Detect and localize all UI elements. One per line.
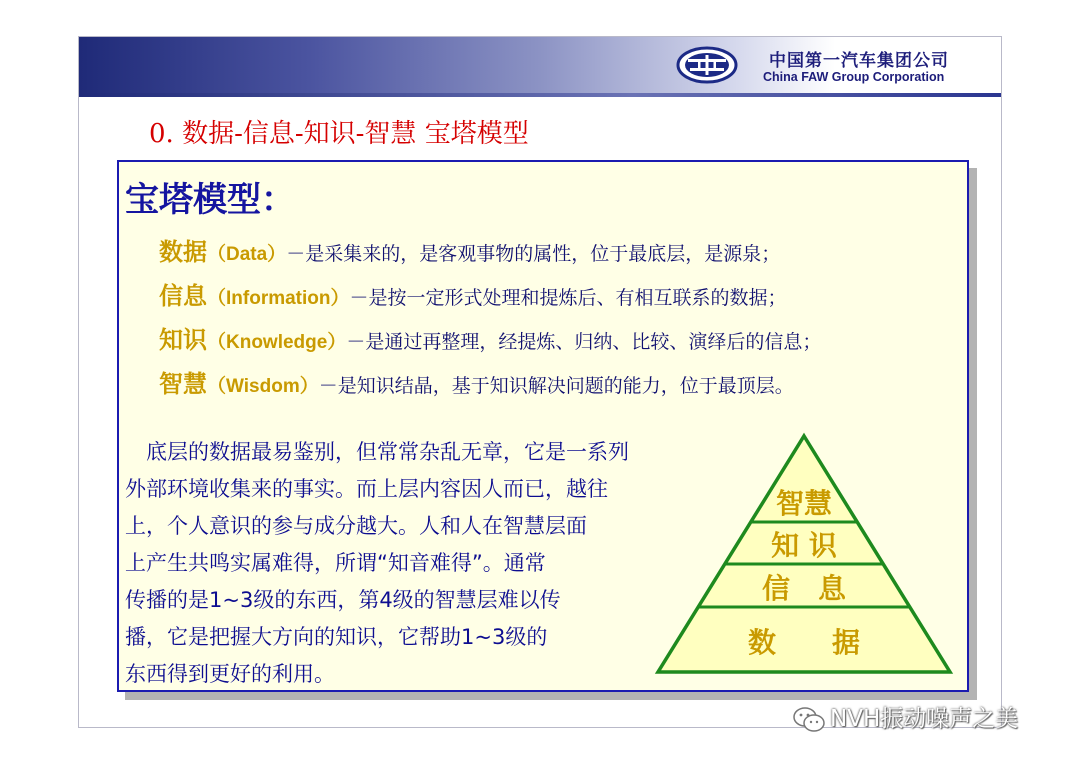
definition-term: 知识	[159, 325, 207, 354]
definition-text: －是知识结晶，基于知识解决问题的能力，位于最顶层。	[318, 375, 794, 397]
definition-text: －是通过再整理，经提炼、归纳、比较、演绎后的信息；	[346, 331, 822, 353]
watermark	[792, 700, 1077, 735]
paragraph-line: 播，它是把握大方向的知识，它帮助1~3级的	[125, 625, 548, 649]
paragraph-line: 东西得到更好的利用。	[125, 662, 335, 686]
definition-term: 信息	[159, 281, 207, 310]
definition-en: （Information）	[207, 288, 350, 309]
definition-term: 数据	[159, 237, 207, 266]
definition-en: （Knowledge）	[207, 332, 347, 353]
pagoda-pyramid-diagram	[654, 432, 954, 677]
definition-text: －是采集来的，是客观事物的属性，位于最底层，是源泉；	[286, 243, 781, 265]
faw-logo-icon	[676, 46, 738, 84]
company-name-en: China FAW Group Corporation	[763, 70, 945, 84]
pyramid-level-data: 数 据	[747, 626, 861, 659]
paragraph-line: 外部环境收集来的事实。而上层内容因人而已，越往	[125, 477, 608, 501]
company-name-cn: 中国第一汽车集团公司	[769, 51, 949, 71]
definition-text: －是按一定形式处理和提炼后、有相互联系的数据；	[349, 287, 787, 309]
definition-information	[159, 276, 787, 311]
pyramid-level-wisdom: 智慧	[775, 487, 833, 520]
paragraph-line: 上，个人意识的参与成分越大。人和人在智慧层面	[125, 514, 587, 538]
header-divider	[79, 93, 1001, 97]
box-heading: 宝塔模型：	[125, 180, 295, 220]
wechat-icon	[792, 705, 826, 735]
definition-wisdom	[159, 364, 794, 399]
definition-term: 智慧	[159, 369, 207, 398]
definition-knowledge	[159, 320, 821, 355]
watermark-text: NVH振动噪声之美	[830, 706, 1019, 732]
paragraph-line: 底层的数据最易鉴别，但常常杂乱无章，它是一系列	[125, 440, 629, 464]
pyramid-level-information: 信 息	[761, 572, 847, 605]
definition-data	[159, 232, 780, 267]
paragraph-line: 上产生共鸣实属难得，所谓“知音难得”。通常	[125, 551, 546, 575]
content-box	[117, 160, 969, 692]
definition-en: （Data）	[207, 244, 287, 265]
definition-en: （Wisdom）	[207, 376, 319, 397]
slide	[78, 36, 1002, 728]
pyramid-level-knowledge: 知 识	[771, 529, 837, 562]
slide-title: 0. 数据-信息-知识-智慧 宝塔模型	[149, 119, 529, 149]
paragraph-line: 传播的是1~3级的东西，第4级的智慧层难以传	[125, 588, 561, 612]
